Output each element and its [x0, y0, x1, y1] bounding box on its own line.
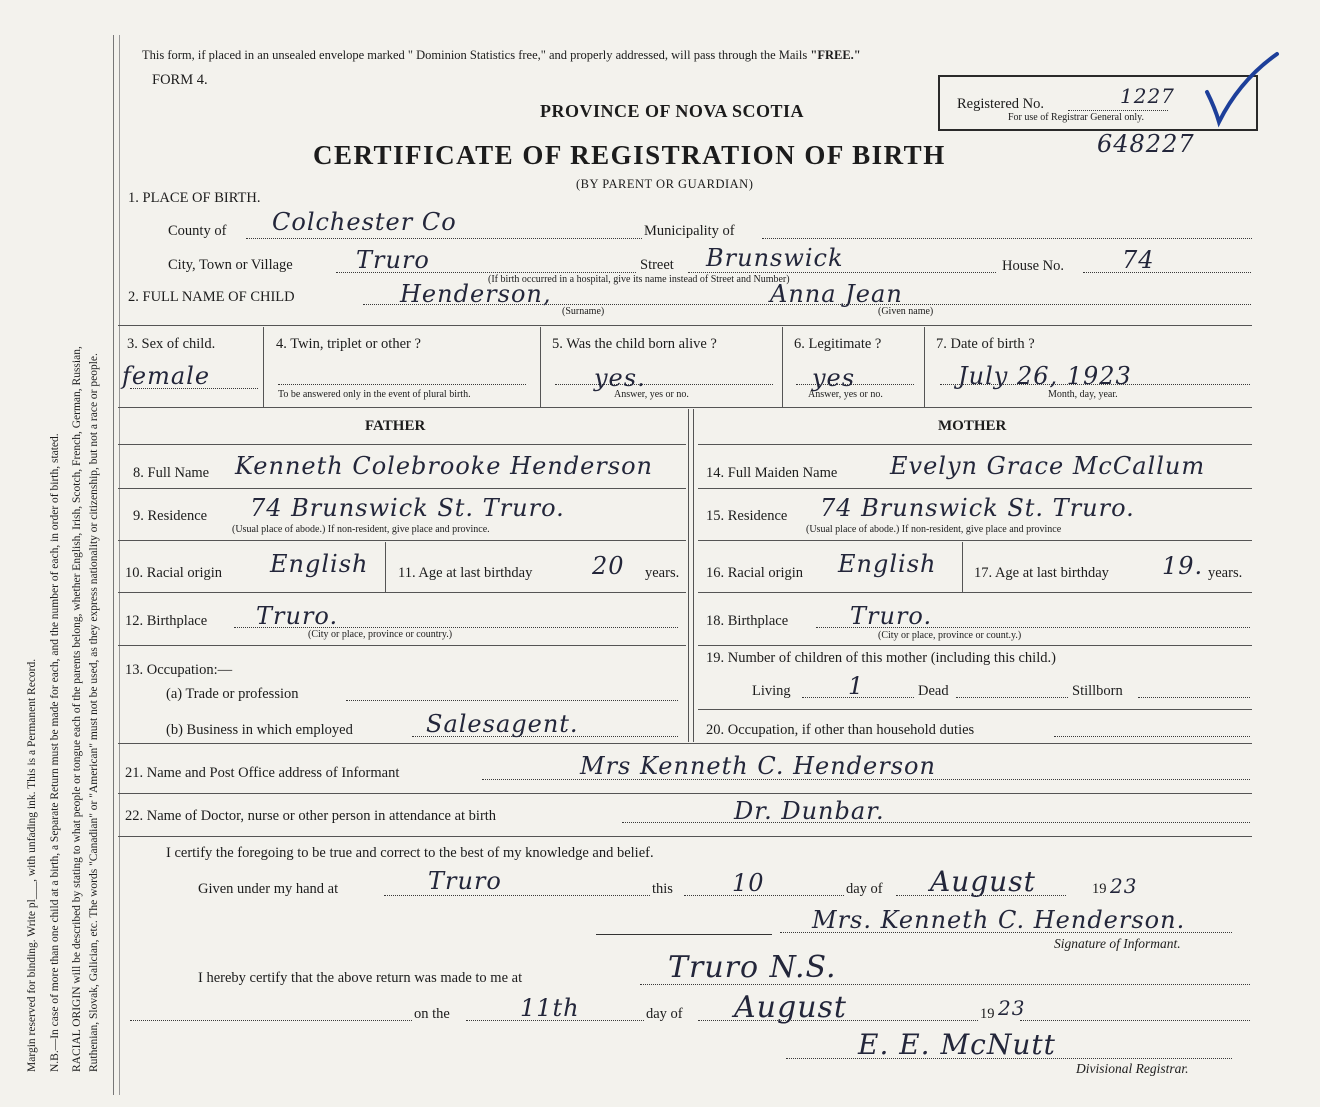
father-age-value: 20 [592, 552, 625, 580]
binding-margin-line [113, 35, 114, 1095]
municipality-label: Municipality of [644, 223, 735, 239]
this-label: this [652, 881, 673, 897]
dayof-label: day of [846, 881, 883, 897]
rule-4 [118, 793, 1252, 794]
parents-divider-2 [693, 409, 694, 742]
rule-mother-heading [698, 444, 1252, 445]
mother-birthplace-caption: (City or place, province or count.y.) [878, 630, 1022, 641]
father-age-label: 11. Age at last birthday [398, 565, 533, 581]
father-birthplace-label: 12. Birthplace [125, 613, 208, 629]
registrar-statement: I hereby certify that the above return was made to me at [198, 970, 523, 986]
registered-label: Registered No. [957, 96, 1044, 112]
mother-residence-value: 74 Brunswick St. Truro. [820, 494, 1135, 522]
dead-dotline [956, 697, 1068, 698]
registered-dotline [1068, 110, 1168, 111]
street-label: Street [640, 257, 674, 273]
col-sep-1 [263, 327, 264, 407]
mother-birthplace-label: 18. Birthplace [706, 613, 789, 629]
living-value: 1 [848, 672, 865, 700]
alive-dotline [555, 384, 773, 385]
mother-age-label: 17. Age at last birthday [974, 565, 1109, 581]
informant-signature: Mrs. Kenneth C. Henderson. [812, 906, 1186, 934]
registered-value: 1227 [1120, 84, 1175, 108]
street-dotline [688, 272, 996, 273]
trade-dotline [346, 700, 678, 701]
rule-mother-name [698, 488, 1252, 489]
margin-note-4: Ruthenian, Slovak, Galician, etc. The words "Canadian" or "American" must not be used, as they express nationality or citizenship, but not a race or people. [88, 353, 100, 1072]
twin-note: To be answered only in the event of plural birth. [278, 389, 471, 400]
onthe-label: on the [414, 1006, 450, 1022]
city-value: Truro [356, 246, 430, 274]
check-mark-icon [1195, 50, 1285, 130]
father-name-label: 8. Full Name [133, 465, 210, 481]
doctor-value: Dr. Dunbar. [734, 797, 885, 825]
dead-label: Dead [918, 683, 949, 699]
signature-caption: Signature of Informant. [1054, 936, 1181, 951]
informant-value: Mrs Kenneth C. Henderson [580, 752, 936, 780]
father-race-sep [385, 542, 386, 592]
rule-mother-bp [698, 645, 1252, 646]
county-value: Colchester Co [272, 208, 457, 236]
father-birthplace-caption: (City or place, province or country.) [308, 629, 453, 640]
living-label: Living [752, 683, 791, 699]
city-label: City, Town or Village [168, 257, 293, 273]
reg-dayof-label: day of [646, 1006, 683, 1022]
father-heading: FATHER [365, 418, 426, 434]
registrar-signature: E. E. McNutt [858, 1028, 1056, 1061]
rule-2 [118, 407, 1252, 408]
house-value: 74 [1122, 246, 1155, 274]
mother-occupation-dotline [1054, 736, 1250, 737]
informant-label: 21. Name and Post Office address of Informant [125, 765, 400, 781]
dob-value: July 26, 1923 [958, 362, 1132, 390]
father-occupation-label: 13. Occupation:— [125, 662, 233, 678]
given-day: 10 [732, 869, 765, 897]
alive-caption: Answer, yes or no. [614, 389, 689, 400]
col-sep-2 [540, 327, 541, 407]
alive-value: yes. [594, 364, 646, 392]
dob-label: 7. Date of birth ? [936, 336, 1035, 352]
rule-mother-res [698, 540, 1252, 541]
mother-residence-label: 15. Residence [706, 508, 788, 524]
business-label: (b) Business in which employed [166, 722, 353, 738]
given-month: August [930, 865, 1036, 898]
doctor-dotline [622, 822, 1250, 823]
street-value: Brunswick [706, 244, 844, 272]
children-count-label: 19. Number of children of this mother (including this child.) [706, 650, 1056, 666]
page-subtitle: (BY PARENT OR GUARDIAN) [576, 177, 754, 191]
father-residence-value: 74 Brunswick St. Truro. [250, 494, 565, 522]
twin-label: 4. Twin, triplet or other ? [276, 336, 421, 352]
mother-residence-caption: (Usual place of abode.) If non-resident, give place and province [806, 524, 1062, 535]
stillborn-label: Stillborn [1072, 683, 1123, 699]
mother-heading: MOTHER [938, 418, 1007, 434]
margin-note-3: RACIAL ORIGIN will be described by stating to what people or tongue each of the parents belong, whether English, Irish, Scotch, French, German, Russian, [71, 346, 83, 1072]
rule-mother-children [698, 709, 1252, 710]
postal-notice-free: "FREE." [810, 48, 861, 62]
mother-name-value: Evelyn Grace McCallum [890, 452, 1206, 480]
rule-father-res [118, 540, 686, 541]
given-caption: (Given name) [878, 306, 934, 317]
father-age-unit: years. [645, 565, 680, 581]
margin-note-2: N.B.—In case of more than one child at a birth, a Separate Return must be made for each, and the number of each, in order of birth, stated. [49, 433, 61, 1072]
municipality-dotline [762, 238, 1252, 239]
reg-year: 23 [998, 996, 1026, 1020]
mother-occupation-label: 20. Occupation, if other than household duties [706, 722, 975, 738]
mother-race-sep [962, 542, 963, 592]
sex-label: 3. Sex of child. [127, 336, 216, 352]
mother-race-value: English [838, 550, 937, 578]
father-name-value: Kenneth Colebrooke Henderson [235, 452, 653, 480]
parents-divider [688, 409, 689, 742]
rule-father-race [118, 592, 686, 593]
registrar-caption: Divisional Registrar. [1076, 1061, 1189, 1076]
house-dotline [1083, 272, 1251, 273]
postal-notice-text: This form, if placed in an unsealed envelope marked " Dominion Statistics free," and properly addressed, will pass through the Mails [142, 48, 811, 62]
stillborn-dotline [1138, 697, 1250, 698]
father-race-label: 10. Racial origin [125, 565, 223, 581]
father-residence-label: 9. Residence [133, 508, 208, 524]
rule-3 [118, 743, 1252, 744]
rule-father-heading [118, 444, 686, 445]
doctor-label: 22. Name of Doctor, nurse or other person in attendance at birth [125, 808, 497, 824]
reg-year-prefix: 19 [980, 1006, 995, 1022]
child-given-name: Anna Jean [770, 280, 903, 308]
legitimate-caption: Answer, yes or no. [808, 389, 883, 400]
hospital-note: (If birth occurred in a hospital, give its name instead of Street and Number) [488, 274, 790, 285]
place-heading: 1. PLACE OF BIRTH. [128, 190, 261, 206]
house-label: House No. [1002, 258, 1065, 274]
legitimate-label: 6. Legitimate ? [794, 336, 882, 352]
province-heading: PROVINCE OF NOVA SCOTIA [540, 101, 805, 121]
mother-age-value: 19. [1162, 552, 1204, 580]
child-surname: Henderson, [400, 280, 552, 308]
mother-birthplace-value: Truro. [850, 602, 933, 630]
dob-caption: Month, day, year. [1048, 389, 1118, 400]
page-title: CERTIFICATE OF REGISTRATION OF BIRTH [313, 140, 946, 170]
stamp-number: 648227 [1097, 130, 1195, 158]
father-birthplace-value: Truro. [256, 602, 339, 630]
given-place-dotline [384, 895, 650, 896]
col-sep-3 [782, 327, 783, 407]
margin-note-1: Margin reserved for binding. Write pl___, with unfading ink. This is a Permanent Record. [26, 658, 38, 1072]
rule-5 [118, 836, 1252, 837]
child-name-label: 2. FULL NAME OF CHILD [128, 289, 295, 305]
rule-1 [118, 325, 1252, 326]
col-sep-4 [924, 327, 925, 407]
reg-month: August [734, 990, 847, 1025]
registrar-general-note: For use of Registrar General only. [1008, 112, 1144, 123]
business-value: Salesagent. [426, 710, 579, 738]
father-residence-caption: (Usual place of abode.) If non-resident, give place and province. [232, 524, 490, 535]
reg-place: Truro N.S. [668, 950, 837, 985]
mother-name-label: 14. Full Maiden Name [706, 465, 838, 481]
given-year: 23 [1110, 874, 1138, 898]
given-place: Truro [428, 867, 502, 895]
county-label: County of [168, 223, 227, 239]
signature-blank-line [596, 934, 772, 935]
county-dotline [246, 238, 642, 239]
rule-mother-race [698, 592, 1252, 593]
postal-notice [142, 48, 861, 63]
legitimate-value: yes [812, 364, 856, 392]
reg-year-dotline [1020, 1020, 1250, 1021]
twin-dotline [278, 384, 526, 385]
rule-father-name [118, 488, 686, 489]
trade-label: (a) Trade or profession [166, 686, 299, 702]
year-prefix: 19 [1092, 881, 1107, 897]
mother-race-label: 16. Racial origin [706, 565, 804, 581]
sex-value: female [122, 362, 211, 390]
surname-caption: (Surname) [562, 306, 605, 317]
alive-label: 5. Was the child born alive ? [552, 336, 717, 352]
reg-day: 11th [520, 994, 580, 1022]
binding-margin-line-2 [119, 35, 120, 1095]
certify-statement: I certify the foregoing to be true and correct to the best of my knowledge and belief. [166, 845, 654, 861]
given-label: Given under my hand at [198, 881, 339, 897]
mother-age-unit: years. [1208, 565, 1243, 581]
rule-father-bp [118, 645, 686, 646]
form-number: FORM 4. [152, 72, 208, 88]
onthe-lead-dotline [130, 1020, 412, 1021]
father-race-value: English [270, 550, 369, 578]
